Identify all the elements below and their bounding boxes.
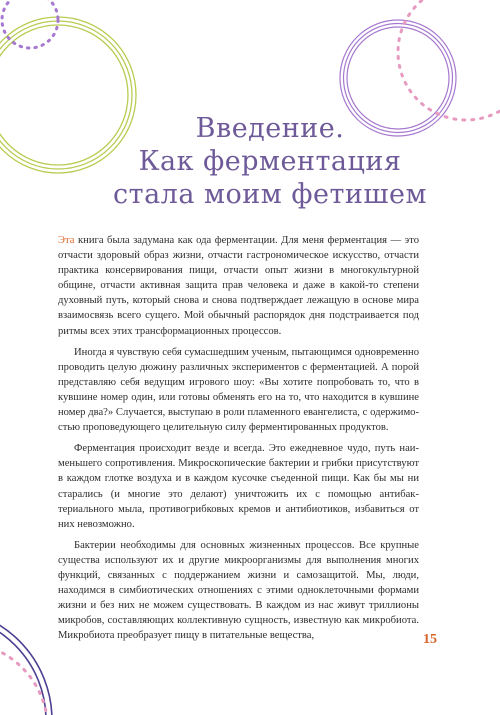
page-number: 15 <box>423 632 437 647</box>
paragraph-4: Бактерии необходимы для основных жизненных процессов. Все крупные существа используют их и другие микроорганизмы для выполнения многих функций, связанных с поддержанием жизни и самозащитой. Мы, люди, находимся в симбиотических отношениях с этими одноклеточными формами жизни и без них не можем существовать. В каждом из нас живут триллионы микробов, составляющих коллективную сущность, известную как микробиота. Микробиота преобразует пищу в питательные вещества, <box>58 539 419 642</box>
paragraph-1-text: книга была задумана как ода ферментации. Для меня ферментация — это отчасти здоровый образ жизни, отчасти гастрономическое искусство, отчасти практика консервирования пищи, отчасти опыт жизни в многокультурной общине, отчасти активная защита прав человека и даже в какой-то степени духовный путь, который снова и снова подтверждает лежащую в основе мира взаимосвязь всего сущего. Мой обычный распорядок дня подстраивается под ритмы всех этих трансформационных процессов. <box>58 235 419 337</box>
lead-word: Эта <box>58 235 75 246</box>
paragraph-1 <box>58 233 419 339</box>
paragraph-3: Ферментация происходит везде и всегда. Это ежедневное чудо, путь наименьшего сопротивления. Микроскопические бактерии и грибки присутствуют в каждом глотке воздуха и в каждом кусочке съеденной пищи. Как бы мы ни старались (и многие это делают) уничтожить их с помощью антибактериального мыла, противогрибковых кремов и антибиотиков, избавиться от них невозможно. <box>58 443 419 530</box>
chapter-title-line-1: Введение. <box>195 113 345 144</box>
purple-dotted-ring-top-left <box>2 0 58 48</box>
paragraph-2: Иногда я чувствую себя сумасшедшим ученым, пытающимся одновременно проводить целую дюжину различных экспериментов с ферментацией. А порой представляю себя ведущим игрового шоу: «Вы хотите попробовать то, что в кувшине номер один, или готовы обменять его на то, что находится в кувшине номер два?» Случается, выступаю в роли пламенного евангелиста, с одержимостью проповедующего целительную силу ферментированных продуктов. <box>58 346 419 434</box>
body-text <box>58 233 419 649</box>
chapter-title-line-3: стала моим фетишем <box>113 179 427 210</box>
pink-dotted-ring-top-right <box>398 0 500 120</box>
navy-arcs-bottom-left <box>0 608 52 715</box>
chapter-title-line-2: Как ферментация <box>138 146 402 177</box>
pink-dotted-arc-bottom-left <box>0 642 48 715</box>
